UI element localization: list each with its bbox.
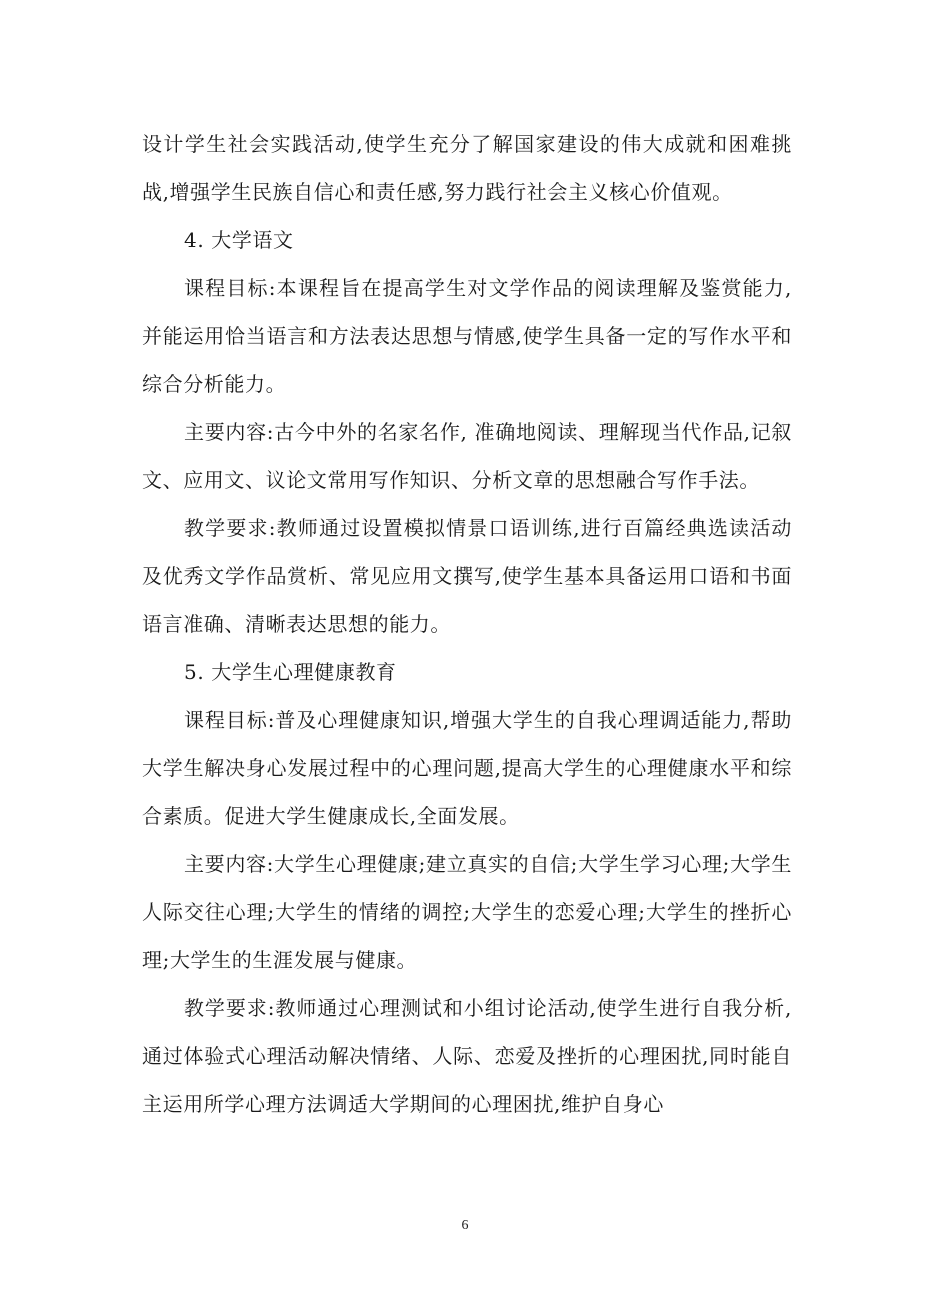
paragraph-main-content: 主要内容:大学生心理健康;建立真实的自信;大学生学习心理;大学生人际交往心理;大学生的情绪的调控;大学生的恋爱心理;大学生的挫折心理;大学生的生涯发展与健康。 xyxy=(142,852,792,972)
paragraph-course-goal: 课程目标:普及心理健康知识,增强大学生的自我心理调适能力,帮助大学生解决身心发展过程中的心理问题,提高大学生的心理健康水平和综合素质。促进大学生健康成长,全面发展。 xyxy=(142,708,792,828)
paragraph-continuation: 设计学生社会实践活动,使学生充分了解国家建设的伟大成就和困难挑战,增强学生民族自信心和责任感,努力践行社会主义核心价值观。 xyxy=(142,132,792,204)
section-heading-mental-health: 5. 大学生心理健康教育 xyxy=(184,660,397,684)
paragraph-teaching-requirements: 教学要求:教师通过心理测试和小组讨论活动,使学生进行自我分析,通过体验式心理活动解决情绪、人际、恋爱及挫折的心理困扰,同时能自主运用所学心理方法调适大学期间的心理困扰,维护自身心 xyxy=(142,996,792,1116)
paragraph-teaching-requirements: 教学要求:教师通过设置模拟情景口语训练,进行百篇经典选读活动及优秀文学作品赏析、常见应用文撰写,使学生基本具备运用口语和书面语言准确、清晰表达思想的能力。 xyxy=(142,516,792,636)
body-text xyxy=(142,120,792,1128)
section-heading-chinese: 4. 大学语文 xyxy=(184,228,294,252)
paragraph-main-content: 主要内容:古今中外的名家名作, 准确地阅读、理解现当代作品,记叙文、应用文、议论文常用写作知识、分析文章的思想融合写作手法。 xyxy=(142,420,792,492)
page-number: 6 xyxy=(461,1218,469,1233)
paragraph-course-goal: 课程目标:本课程旨在提高学生对文学作品的阅读理解及鉴赏能力,并能运用恰当语言和方法表达思想与情感,使学生具备一定的写作水平和综合分析能力。 xyxy=(142,276,792,396)
